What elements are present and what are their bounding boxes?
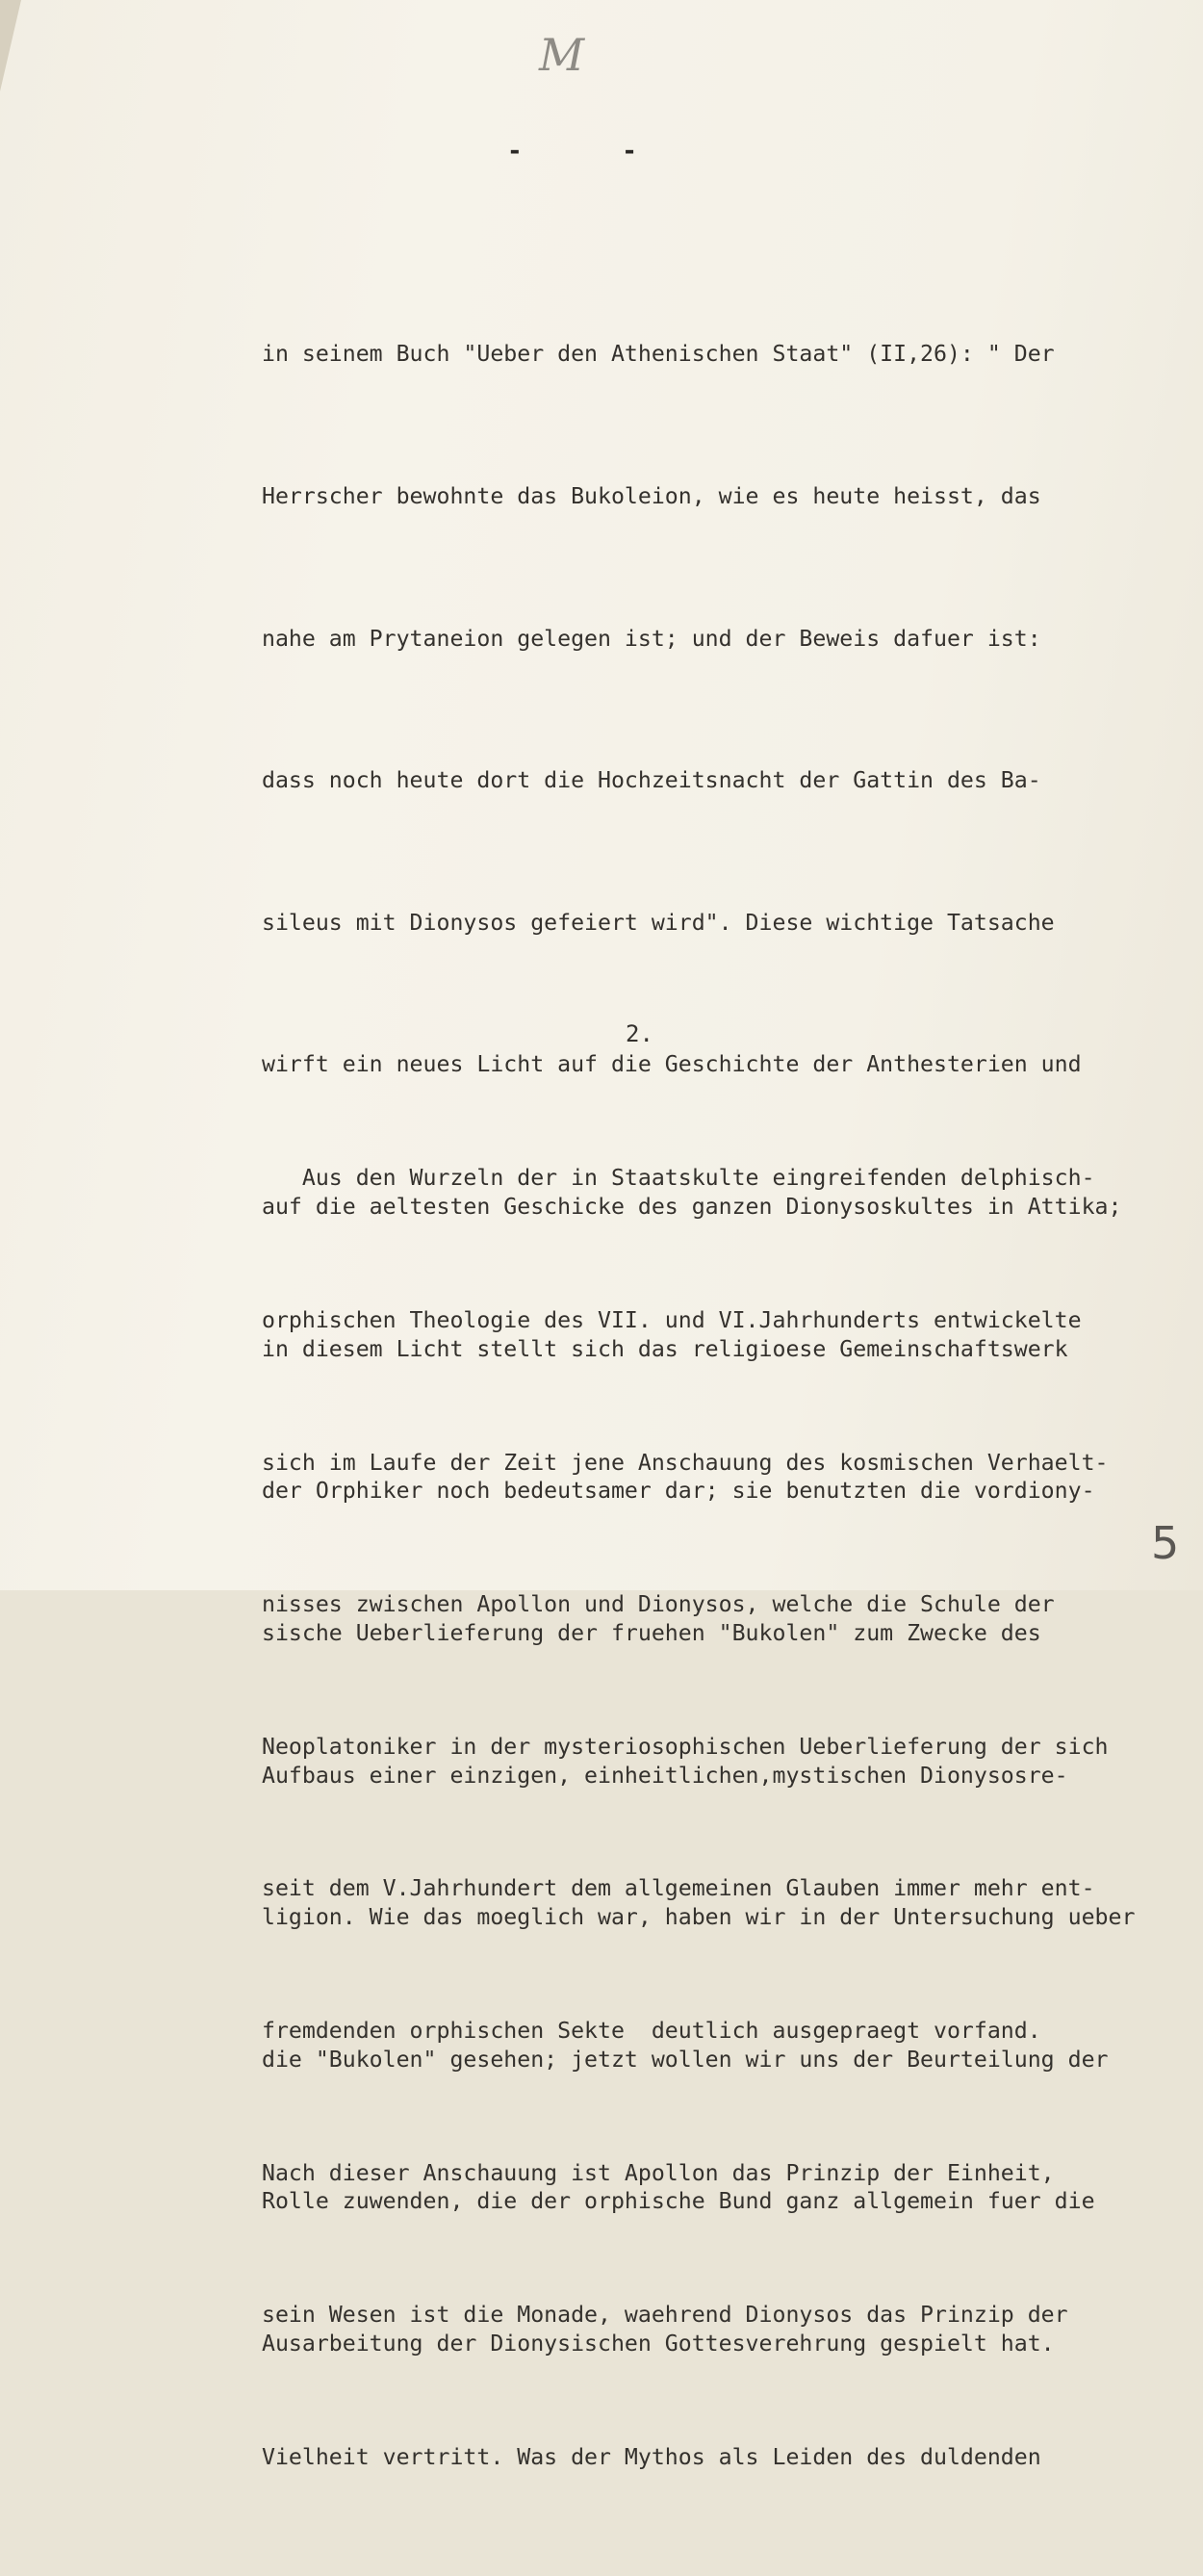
text-line: Rolle zuwenden, die der orphische Bund ganz allgemein fuer die — [262, 2188, 1095, 2215]
text-line: Ausarbeitung der Dionysischen Gottesverehrung gespielt hat. — [262, 2330, 1055, 2357]
paragraph-2 — [262, 1060, 1186, 2576]
text-line: Neoplatoniker in der mysteriosophischen Ueberlieferung der sich — [262, 1733, 1109, 1760]
text-line: Vielheit vertritt. Was der Mythos als Leiden des duldenden — [262, 2443, 1041, 2470]
section-number: 2. — [626, 1020, 653, 1047]
text-line: sich im Laufe der Zeit jene Anschauung des kosmischen Verhaelt- — [262, 1449, 1109, 1476]
text-line: Aus den Wurzeln der in Staatskulte eingreifenden delphisch- — [262, 1165, 1095, 1192]
text-line: sileus mit Dionysos gefeiert wird". Diese wichtige Tatsache — [262, 909, 1055, 936]
text-line: Herrscher bewohnte das Bukoleion, wie es heute heisst, das — [262, 483, 1041, 510]
text-line: sische Ueberlieferung der fruehen "Bukolen" zum Zwecke des — [262, 1619, 1041, 1646]
text-line: sein Wesen ist die Monade, waehrend Dionysos das Prinzip der — [262, 2302, 1068, 2329]
pencil-mark: M — [539, 29, 585, 81]
text-line: Nach dieser Anschauung ist Apollon das Prinzip der Einheit, — [262, 2159, 1055, 2186]
folded-corner — [0, 0, 21, 91]
text-line: Aufbaus einer einzigen, einheitlichen,mystischen Dionysosre- — [262, 1762, 1068, 1789]
text-line: orphischen Theologie des VII. und VI.Jahrhunderts entwickelte — [262, 1307, 1082, 1334]
text-line: der Orphiker noch bedeutsamer dar; sie benutzten die vordiony- — [262, 1478, 1095, 1505]
text-line: in diesem Licht stellt sich das religioese Gemeinschaftswerk — [262, 1335, 1068, 1362]
text-line: die "Bukolen" gesehen; jetzt wollen wir uns der Beurteilung der — [262, 2046, 1109, 2073]
text-line: nisses zwischen Apollon und Dionysos, welche die Schule der — [262, 1591, 1055, 1618]
text-line: auf die aeltesten Geschicke des ganzen Dionysoskultes in Attika; — [262, 1194, 1122, 1221]
text-line: seit dem V.Jahrhundert dem allgemeinen Glauben immer mehr ent- — [262, 1875, 1095, 1902]
text-line: fremdenden orphischen Sekte deutlich ausgepraegt vorfand. — [262, 2018, 1041, 2045]
text-line: nahe am Prytaneion gelegen ist; und der Beweis dafuer ist: — [262, 625, 1041, 652]
text-line: in seinem Buch "Ueber den Athenischen Staat" (II,26): " Der — [262, 341, 1055, 368]
text-line: wirft ein neues Licht auf die Geschichte der Anthesterien und — [262, 1051, 1082, 1078]
text-line: dass noch heute dort die Hochzeitsnacht der Gattin des Ba- — [262, 767, 1041, 794]
page-number: - - — [507, 137, 679, 166]
text-line: ligion. Wie das moeglich war, haben wir in der Untersuchung ueber — [262, 1904, 1136, 1931]
corner-mark: 5 — [1151, 1517, 1180, 1569]
